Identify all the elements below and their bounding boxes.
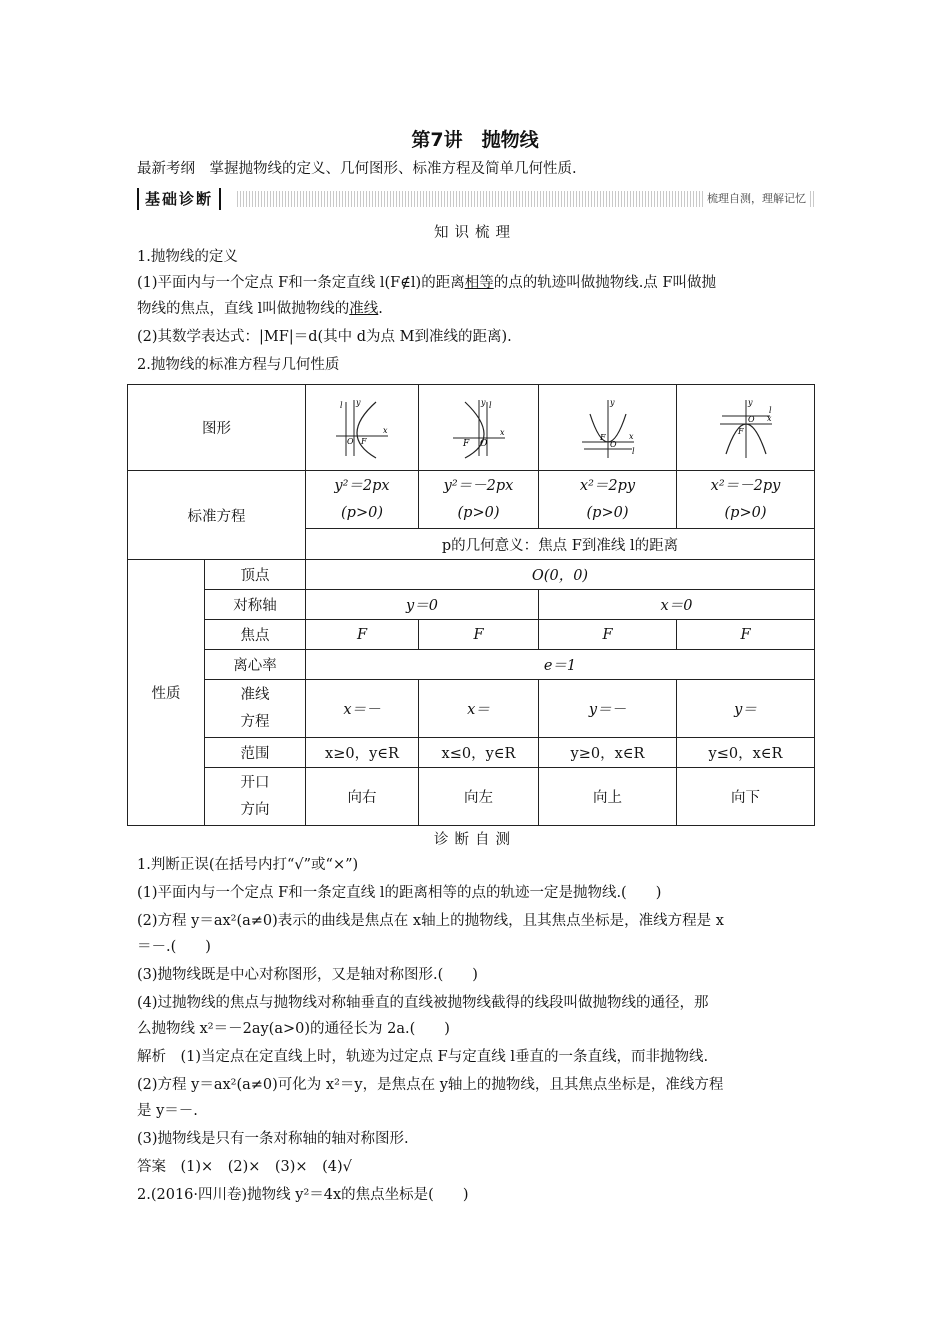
graph-label: 图形 xyxy=(128,385,306,471)
open-left: 向左 xyxy=(419,768,539,826)
eq-up-text: x²＝2py xyxy=(579,477,636,494)
range-down: y≤0，x∈R xyxy=(677,738,815,768)
directrix-down: y＝ xyxy=(677,680,815,738)
analysis-line1: 解析 (1)当定点在定直线上时，轨迹为过定点 F与定直线 l垂直的一条直线，而非抛物线. xyxy=(137,1049,709,1065)
q1-item4-line2: 么抛物线 x²＝－2ay(a>0)的通径长为 2a.( ) xyxy=(137,1021,450,1037)
open-down: 向下 xyxy=(677,768,815,826)
eq-right-cond: (p>0) xyxy=(341,504,383,521)
graph-cell-up xyxy=(539,385,677,471)
focus-left: F xyxy=(419,620,539,650)
q1-item2-line1: (2)方程 y＝ax²(a≠0)表示的曲线是焦点在 x轴上的抛物线，且其焦点坐标是，准线方程是 x xyxy=(137,913,724,929)
origin-label: O xyxy=(609,439,617,449)
q1-item3: (3)抛物线既是中心对称图形，又是轴对称图形.( ) xyxy=(137,967,478,983)
focus-label: F xyxy=(737,426,744,436)
axis-horizontal: y＝0 xyxy=(306,590,539,620)
q1-item2-line2: ＝－.( ) xyxy=(137,939,211,955)
open-up: 向上 xyxy=(539,768,677,826)
focus-up: F xyxy=(539,620,677,650)
eq-right xyxy=(306,471,419,529)
range-up: y≥0，x∈R xyxy=(539,738,677,768)
focus-label: F xyxy=(462,438,469,449)
focus-row-label: 焦点 xyxy=(205,620,306,650)
axis-label: 对称轴 xyxy=(205,590,306,620)
q1-heading: 1.判断正误(在括号内打“√”或“×”) xyxy=(137,857,359,873)
dir-label-2: 方程 xyxy=(240,713,270,730)
parabola-down-graph xyxy=(716,396,776,460)
parabola-left-graph xyxy=(449,396,509,460)
axis-x-label: x xyxy=(499,427,505,437)
focus-label: F xyxy=(599,432,606,442)
eq-up-cond: (p>0) xyxy=(586,504,629,521)
eq-down-text: x²＝－2py xyxy=(710,477,781,494)
range-label: 范围 xyxy=(205,738,306,768)
banner-label: 基础诊断 xyxy=(137,188,221,210)
banner-right-text: 梳理自测，理解记忆 xyxy=(703,191,810,207)
axis-y-label: y xyxy=(609,397,615,407)
vertex-label: 顶点 xyxy=(205,560,306,590)
definition-line1 xyxy=(137,274,716,292)
directrix-row-label xyxy=(205,680,306,738)
graph-cell-left xyxy=(419,385,539,471)
math-expression-line: (2)其数学表达式：|MF|＝d(其中 d为点 M到准线的距离). xyxy=(137,329,512,345)
origin-label: O xyxy=(479,438,487,449)
analysis-line2: (2)方程 y＝ax²(a≠0)可化为 x²＝y，是焦点在 y轴上的抛物线，且其焦点坐标是，准线方程 xyxy=(137,1077,724,1093)
diagnosis-heading: 诊断自测 xyxy=(434,832,516,848)
vertex-value: O(0，0) xyxy=(306,560,815,590)
axis-x-label: x xyxy=(383,425,388,435)
focus-down: F xyxy=(677,620,815,650)
answer-line: 答案 (1)× (2)× (3)× (4)√ xyxy=(137,1159,352,1175)
graph-cell-right xyxy=(306,385,419,471)
section2-heading: 2.抛物线的标准方程与几何性质 xyxy=(137,357,340,373)
directrix-label: l xyxy=(768,405,772,415)
eq-up xyxy=(539,471,677,529)
parabola-right-graph xyxy=(332,396,392,460)
properties-label: 性质 xyxy=(128,560,205,826)
standard-eq-label: 标准方程 xyxy=(128,471,306,560)
analysis-line4: (3)抛物线是只有一条对称轴的轴对称图形. xyxy=(137,1131,409,1147)
analysis-line3: 是 y＝－. xyxy=(137,1103,198,1119)
page-title: 第7讲 抛物线 xyxy=(411,129,539,151)
def-underlined-equal: 相等 xyxy=(464,275,494,291)
p-meaning: p的几何意义：焦点 F到准线 l的距离 xyxy=(306,529,815,560)
q1-item4-line1: (4)过抛物线的焦点与抛物线对称轴垂直的直线被抛物线截得的线段叫做抛物线的通径，那 xyxy=(137,995,709,1011)
axis-y-label: y xyxy=(747,397,753,407)
directrix-right: x＝－ xyxy=(306,680,419,738)
origin-label: O xyxy=(747,414,755,424)
q2-line: 2.(2016·四川卷)抛物线 y²＝4x的焦点坐标是( ) xyxy=(137,1187,469,1203)
origin-label: O xyxy=(347,436,354,446)
eccentricity-value: e＝1 xyxy=(306,650,815,680)
directrix-label: l xyxy=(340,400,343,410)
directrix-left: x＝ xyxy=(419,680,539,738)
axis-vertical: x＝0 xyxy=(539,590,815,620)
def-text-a: (1)平面内与一个定点 F和一条定直线 l(F∉l)的距离 xyxy=(137,275,465,291)
eq-down-cond: (p>0) xyxy=(724,504,767,521)
axis-x-label: x xyxy=(766,413,772,423)
eq-left-text: y²＝－2px xyxy=(443,477,514,494)
range-right: x≥0，y∈R xyxy=(306,738,419,768)
section1-heading: 1.抛物线的定义 xyxy=(137,249,238,265)
eq-left-cond: (p>0) xyxy=(457,504,500,521)
parabola-up-graph xyxy=(578,396,638,460)
focus-right: F xyxy=(306,620,419,650)
definition-line2 xyxy=(137,300,383,318)
def-text-c: 的点的轨迹叫做抛物线.点 F叫做抛 xyxy=(493,275,716,291)
dir-label-1: 准线 xyxy=(240,686,270,703)
directrix-up: y＝－ xyxy=(539,680,677,738)
open-label-1: 开口 xyxy=(240,774,270,791)
parabola-properties-table xyxy=(127,384,815,826)
knowledge-heading: 知识梳理 xyxy=(434,225,516,241)
eccentricity-label: 离心率 xyxy=(205,650,306,680)
open-label-2: 方向 xyxy=(240,801,270,818)
section-banner xyxy=(137,188,814,210)
def2-underlined-directrix: 准线 xyxy=(349,301,379,317)
def2-text-a: 物线的焦点，直线 l叫做抛物线的 xyxy=(137,301,350,317)
axis-y-label: y xyxy=(480,397,486,407)
eq-left xyxy=(419,471,539,529)
range-left: x≤0，y∈R xyxy=(419,738,539,768)
graph-cell-down xyxy=(677,385,815,471)
eq-down xyxy=(677,471,815,529)
def2-text-c: . xyxy=(378,301,383,317)
syllabus: 最新考纲 掌握抛物线的定义、几何图形、标准方程及简单几何性质. xyxy=(137,161,577,177)
axis-x-label: x xyxy=(628,431,634,441)
open-right: 向右 xyxy=(306,768,419,826)
eq-right-text: y²＝2px xyxy=(334,477,390,494)
q1-item1: (1)平面内与一个定点 F和一条定直线 l的距离相等的点的轨迹一定是抛物线.( ) xyxy=(137,885,662,901)
opening-label xyxy=(205,768,306,826)
directrix-label: l xyxy=(631,446,635,456)
directrix-label: l xyxy=(488,400,492,410)
axis-y-label: y xyxy=(356,397,361,407)
focus-label: F xyxy=(361,436,367,446)
